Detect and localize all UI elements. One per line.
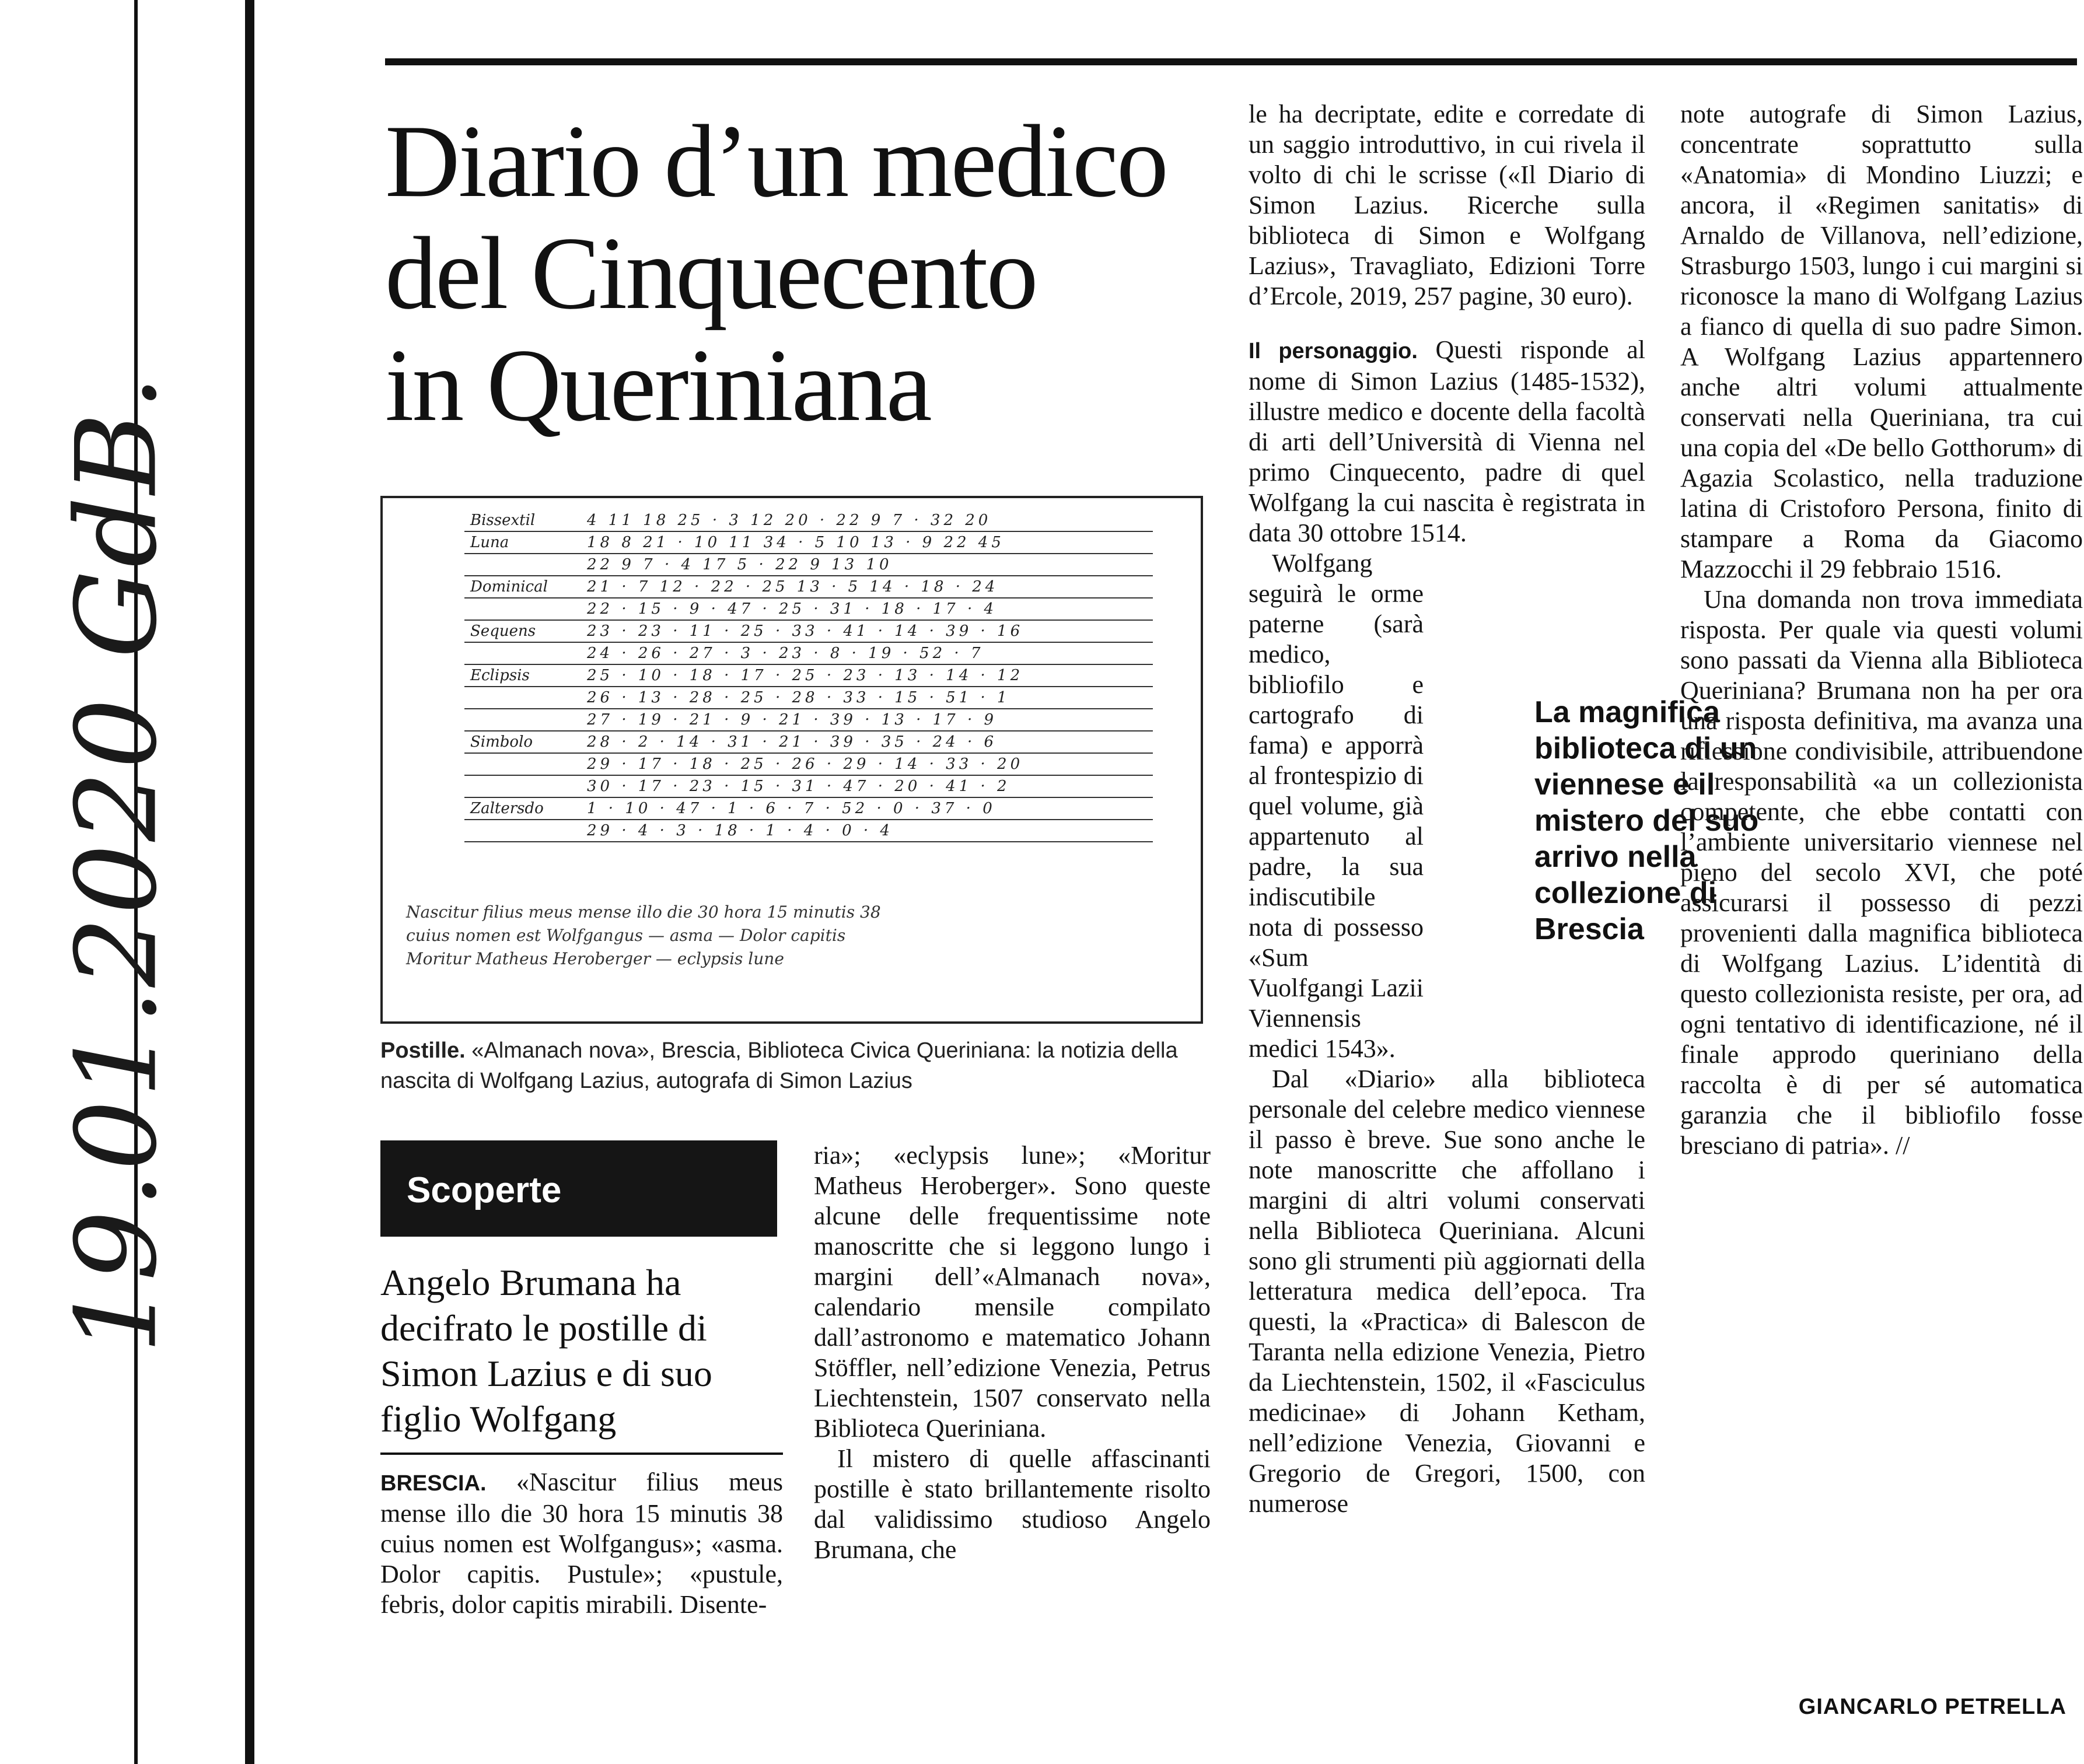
calendar-row <box>464 665 1153 687</box>
body-column-4 <box>1680 99 2083 1161</box>
calendar-row-label: Zaltersdo <box>470 800 544 817</box>
calendar-row-values: 1 · 10 · 47 · 1 · 6 · 7 · 52 · 0 · 37 · 0 <box>587 800 996 817</box>
calendar-row <box>464 598 1153 621</box>
col2-paragraph-1: ria»; «eclypsis lune»; «Moritur Matheus Heroberger». Sono queste alcune delle frequentissime note manoscritte che si leggono lungo i margini dell’«Almanach nova», calendario mensile compilato dall’astronomo e matematico Johann Stöffler, nell’edizione Venezia, Petrus Liechtenstein, 1507 conservato nella Biblioteca Queriniana. <box>814 1141 1211 1443</box>
calendar-row-values: 22 9 7 · 4 17 5 · 22 9 13 10 <box>587 556 893 573</box>
handwritten-date-note <box>23 222 210 1505</box>
figure-caption <box>380 1035 1203 1096</box>
calendar-row-values: 18 8 21 · 10 11 34 · 5 10 13 · 9 22 45 <box>587 534 1005 551</box>
top-rule <box>385 58 2077 65</box>
calendar-row-values: 29 · 17 · 18 · 25 · 26 · 29 · 14 · 33 · 20 <box>587 755 1024 773</box>
kicker-label: Scoperte <box>407 1170 562 1210</box>
calendar-row-values: 28 · 2 · 14 · 31 · 21 · 39 · 35 · 24 · 6 <box>587 733 998 751</box>
calendar-row-label: Luna <box>470 534 509 551</box>
calendar-row <box>464 554 1153 576</box>
manuscript-figure <box>380 496 1203 1024</box>
calendar-row <box>464 709 1153 732</box>
manuscript-annotations <box>406 901 1165 971</box>
handwritten-note-text: 19.01.2020 GdB. <box>52 373 181 1354</box>
calendar-row-label: Simbolo <box>470 733 533 751</box>
col4-paragraph-2: Una domanda non trova immediata risposta. Per quale via questi volumi sono passati da Vienna alla Biblioteca Queriniana? Brumana non ha per ora una risposta definitiva, ma avanza una riflessione condivisibile, attribuendone la responsabilità «a un collezionista competente, che ebbe contatti con l’ambiente universitario viennese nel pieno del secolo XVI, che poté assicurarsi il possesso di pezzi provenienti dalla magnifica biblioteca di Wolfgang Lazius. L’identità di questo collezionista resiste, per ora, ad ogni tentativo di identificazione, né il finale approdo queriniano della raccolta è di per sé automatica garanzia che il bibliofilo fosse bresciano di patria». // <box>1680 585 2083 1160</box>
calendar-row <box>464 798 1153 820</box>
calendar-row-values: 22 · 15 · 9 · 47 · 25 · 31 · 18 · 17 · 4 <box>587 600 998 618</box>
calendar-row <box>464 576 1153 598</box>
calendar-row <box>464 820 1153 842</box>
section-lead-personaggio: Il personaggio. <box>1249 339 1418 363</box>
calendar-row-values: 29 · 4 · 3 · 18 · 1 · 4 · 0 · 4 <box>587 822 893 839</box>
col3-paragraph-2: Questi risponde al nome di Simon Lazius (1485-1532), illustre medico e docente della facoltà di arti dell’Università di Vienna nel primo Cinquecento, padre di quel Wolfgang la cui nascita è registrata in data 30 ottobre 1514. <box>1249 335 1645 547</box>
calendar-row <box>464 754 1153 776</box>
annotation-line-3: Moritur Matheus Heroberger — eclypsis lune <box>406 949 784 968</box>
calendar-row-label: Eclipsis <box>470 667 530 684</box>
annotation-line-1: Nascitur filius meus mense illo die 30 hora 15 minutis 38 <box>406 902 881 922</box>
calendar-row <box>464 687 1153 709</box>
headline-line-3: in Queriniana <box>385 327 931 443</box>
calendar-row <box>464 776 1153 798</box>
annotation-line-2: cuius nomen est Wolfgangus — asma — Dolor capitis <box>406 926 846 945</box>
section-kicker <box>380 1140 777 1237</box>
col1-text: «Nascitur filius meus mense illo die 30 hora 15 minutis 38 cuius nomen est Wolfgangus»; «asma. Dolor capitis. Pustule»; «pustule, febris, dolor capitis mirabili. Disente- <box>380 1468 783 1619</box>
col3-paragraph-4: Dal «Diario» alla biblioteca personale del celebre medico viennese il passo è breve. Sue sono anche le note manoscritte che affollano i margini di altri volumi conservati nella Biblioteca Queriniana. Alcuni sono gli strumenti più aggiornati della letteratura medica dell’epoca. Tra questi, la «Practica» di Balescon de Taranta nella edizione Venezia, Pietro da Liechtenstein, 1502, il «Fasciculus medicinae» di Johann Ketham, nell’edizione Venezia, Giovanni e Gregorio de Gregori, 1500, con numerose <box>1249 1065 1645 1518</box>
subhead-rule <box>380 1452 783 1455</box>
calendar-row-label: Dominical <box>470 578 548 596</box>
headline-line-1: Diario d’un medico <box>385 103 1167 219</box>
calendar-row <box>464 621 1153 643</box>
pull-quote: La magnifica biblioteca di un viennese e il mistero del suo arrivo nella collezione di Brescia <box>1534 695 1759 946</box>
calendar-row <box>464 510 1153 532</box>
article-headline <box>385 105 1202 441</box>
calendar-row-values: 21 · 7 12 · 22 · 25 13 · 5 14 · 18 · 24 <box>587 578 999 596</box>
calendar-row <box>464 532 1153 554</box>
calendar-row <box>464 732 1153 754</box>
headline-line-2: del Cinquecento <box>385 215 1037 331</box>
col3-paragraph-3: Wolfgang seguirà le orme paterne (sarà medico, bibliofilo e cartografo di fama) e apporrà al frontespizio di quel volume, già appartenuto al padre, la sua indiscutibile nota di possesso «Sum Vuolfgangi Lazii Viennensis medici 1543». <box>1249 549 1424 1063</box>
calendar-row-values: 25 · 10 · 18 · 17 · 25 · 23 · 13 · 14 · 12 <box>587 667 1024 684</box>
calendar-row-values: 4 11 18 25 · 3 12 20 · 22 9 7 · 32 20 <box>587 512 992 529</box>
caption-lead: Postille. <box>380 1038 466 1063</box>
calendar-row-values: 26 · 13 · 28 · 25 · 28 · 33 · 15 · 51 · 1 <box>587 689 1010 706</box>
body-column-1 <box>380 1467 783 1620</box>
calendar-row-values: 30 · 17 · 23 · 15 · 31 · 47 · 20 · 41 · 2 <box>587 778 1010 795</box>
caption-text: «Almanach nova», Brescia, Biblioteca Civica Queriniana: la notizia della nascita di Wolfgang Lazius, autografa di Simon Lazius <box>380 1038 1178 1093</box>
col3-paragraph-1: le ha decriptate, edite e corredate di un saggio introduttivo, in cui rivela il volto di chi le scrisse («Il Diario di Simon Lazius. Ricerche sulla biblioteca di Simon e Wolfgang Lazius», Travagliato, Edizioni Torre d’Ercole, 2019, 257 pagine, 30 euro). <box>1249 100 1645 310</box>
calendar-row-values: 27 · 19 · 21 · 9 · 21 · 39 · 13 · 17 · 9 <box>587 711 998 729</box>
col4-paragraph-1: note autografe di Simon Lazius, concentrate soprattutto sulla «Anatomia» di Mondino Liuzzi; e ancora, il «Regimen sanitatis» di Arnaldo de Villanova, nell’edizione, Strasburgo 1503, lungo i cui margini si riconosce la mano di Wolfgang Lazius a fianco di quella di suo padre Simon. A Wolfgang Lazius appartennero anche altri volumi attualmente conservati nella Queriniana, tra cui una copia del «De bello Gotthorum» di Agazia Scolastico, nella traduzione latina di Cristoforo Persona, finito di stampare a Roma da Giacomo Mazzocchi il 29 febbraio 1516. <box>1680 100 2083 583</box>
gutter-rule <box>245 0 254 1764</box>
col2-paragraph-2: Il mistero di quelle affascinanti postille è stato brillantemente risolto dal validissimo studioso Angelo Brumana, che <box>814 1444 1211 1564</box>
calendar-row <box>464 643 1153 665</box>
byline: GIANCARLO PETRELLA <box>1798 1695 2066 1719</box>
calendar-row-label: Sequens <box>470 622 536 640</box>
calendar-row-values: 23 · 23 · 11 · 25 · 33 · 41 · 14 · 39 · 16 <box>587 622 1024 640</box>
calendar-row-values: 24 · 26 · 27 · 3 · 23 · 8 · 19 · 52 · 7 <box>587 645 984 662</box>
calendar-row-label: Bissextil <box>470 512 536 529</box>
dateline: BRESCIA. <box>380 1471 487 1496</box>
calendar-table <box>464 510 1153 842</box>
article-subhead: Angelo Brumana ha decifrato le postille di Simon Lazius e di suo figlio Wolfgang <box>380 1262 712 1440</box>
body-column-2 <box>814 1140 1211 1565</box>
